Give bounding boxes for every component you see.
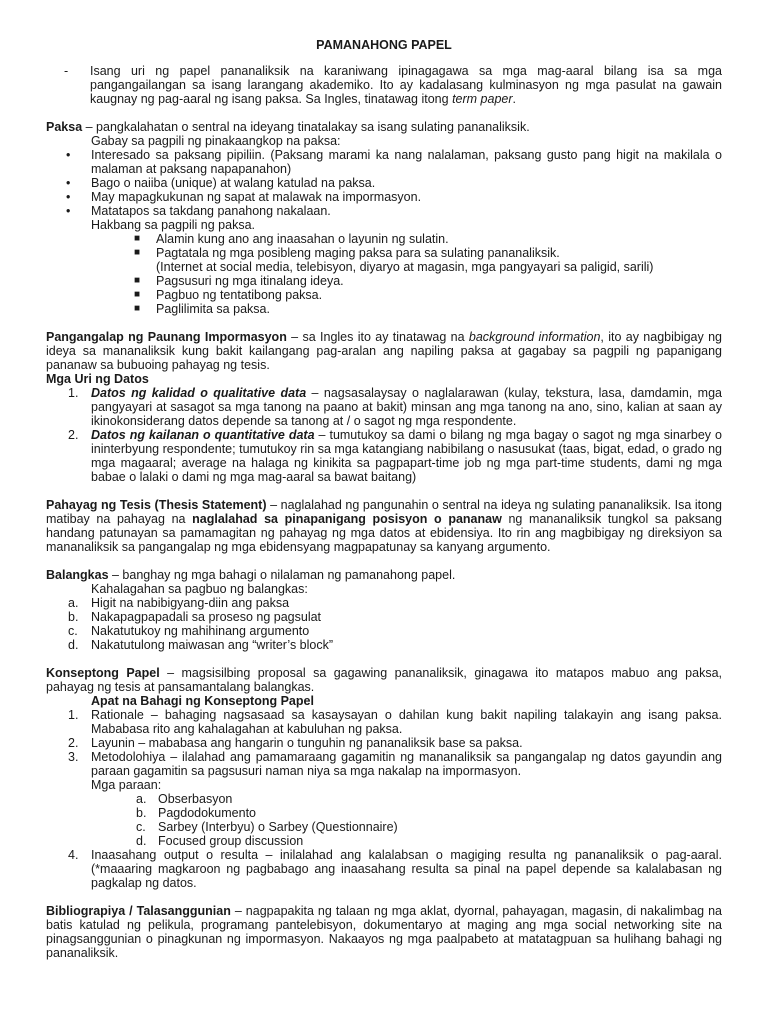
paksa-def: – pangkalahatan o sentral na ideyang tinatalakay sa isang sulating pananaliksik.	[82, 120, 530, 134]
list-item: b. Nakapagpapadali sa proseso ng pagsulat	[68, 610, 322, 624]
balangkas-label: Kahalagahan sa pagbuo ng balangkas:	[91, 582, 308, 596]
intro-term-paper: term paper	[452, 92, 513, 106]
paksa-paragraph	[46, 120, 722, 134]
intro-paragraph	[46, 64, 722, 106]
list-item: d. Focused group discussion	[136, 834, 304, 848]
list-item: 1. Rationale – bahaging nagsasaad sa kasaysayan o dahilan kung bakit napiling talakayin ang isang paksa. Mababasa rito ang kahalagahan at kabuluhan ng paksa.	[68, 708, 722, 736]
intro-text: Isang uri ng papel pananaliksik na karaniwang ipinagagawa sa mga mag-aaral bilang isa sa mga pangangailangan sa isang larangang akademiko. Ito ay kadalasang kulminasyon ng mga pasulat na gawain kaugnay ng pag-aaral ng isang paksa. Sa Ingles, tinatawag itong	[90, 64, 722, 106]
konsepto-list-cont	[46, 848, 722, 890]
list-item: ■ Alamin kung ano ang inaasahan o layunin ng sulatin.	[134, 232, 449, 246]
list-item: 2. Datos ng kailanan o quantitative data – tumutukoy sa dami o bilang ng mga bagay o sagot ng mga sinarbey o ininterbyung respondente; tumutukoy rin sa mga katangiang nabibilang o nasusukat (taas, bigat, edad, o grado ng mga magaaral; average na halaga ng kinikita sa pagpapart-time job ng mga part-time students, dami ng mga babae o lalaki o dami ng mga mag-aaral sa bawat baitang)	[68, 428, 722, 484]
paraan-list	[46, 792, 722, 848]
list-item: a. Obserbasyon	[136, 792, 233, 806]
paksa-term: Paksa	[46, 120, 83, 134]
list-item: • Bago o naiiba (unique) at walang katulad na paksa.	[66, 176, 376, 190]
biblio-paragraph: Bibliograpiya / Talasanggunian – nagpapakita ng talaan ng mga aklat, dyornal, pahayagan, magasin, di nakalimbag na batis katulad ng pelikula, programang pantelebisyon, dokumentaryo at maging ang mga social networking site na pinagsanggunian o pinagkunan ng impormasyon. Nakaayos ng mga paalpabeto at matatagpuan sa hulihang bahagi ng pananaliksik.	[46, 904, 722, 960]
page-title: PAMANAHONG PAPEL	[316, 38, 452, 52]
list-item: ■ Paglilimita sa paksa.	[134, 302, 270, 316]
tesis-term: Pahayag ng Tesis (Thesis Statement)	[46, 498, 267, 512]
list-item: 1. Datos ng kalidad o qualitative data – nagsasalaysay o naglalarawan (kulay, tekstura, lasa, damdamin, mga pangyayari at sasagot sa mga tanong na paano at bakit) minsan ang mga tanong na ano, sino, kalian at saan ay ikinokonsiderang datos depende sa tanong at / o sagot ng mga respondente.	[68, 386, 722, 428]
gabay-list	[46, 148, 722, 218]
list-item: 4. Inaasahang output o resulta – inilalahad ang kalalabsan o magiging resulta ng pananaliksik o pag-aaral. (*maaaring magkaroon ng pagbabago ang inaasahang resulta sa pinal na papel depende sa kalalabasan ng pagkalap ng datos.	[68, 848, 722, 890]
list-item: d. Nakatutulong maiwasan ang “writer’s block”	[68, 638, 334, 652]
balangkas-paragraph: Balangkas – banghay ng mga bahagi o nilalaman ng pamanahong papel.	[46, 568, 456, 582]
list-item: ■ Pagsusuri ng mga itinalang ideya.	[134, 274, 344, 288]
uri-datos-list	[46, 386, 722, 484]
list-item: c. Sarbey (Interbyu) o Sarbey (Questionnaire)	[136, 820, 398, 834]
pangangalap-term: Pangangalap ng Paunang Impormasyon	[46, 330, 287, 344]
balangkas-term: Balangkas	[46, 568, 109, 582]
hakbang-note: (Internet at social media, telebisyon, diyaryo at magasin, mga pangyayari sa paligid, sarili)	[156, 260, 654, 274]
list-item: ■ Pagtatala ng mga posibleng maging paksa para sa sulating pananaliksik. (Internet at social media, telebisyon, diyaryo at magasin, mga pangyayari sa paligid, sarili)	[134, 246, 654, 274]
list-item: c. Nakatutukoy ng mahihinang argumento	[68, 624, 310, 638]
list-item: • Interesado sa paksang pipiliin. (Paksang marami ka nang nalalaman, paksang gusto pang higit na makilala o malaman at paksang napapanahon)	[66, 148, 722, 176]
list-item: a. Higit na nabibigyang-diin ang paksa	[68, 596, 290, 610]
list-item: b. Pagdodokumento	[136, 806, 256, 820]
balangkas-list	[46, 596, 722, 652]
biblio-term: Bibliograpiya / Talasanggunian	[46, 904, 231, 918]
intro-end: .	[512, 92, 516, 106]
konsepto-paragraph: Konseptong Papel – magsisilbing proposal sa gagawing pananaliksik, ginagawa ito matapos mabuo ang paksa, pahayag ng tesis at pansamantalang balangkas.	[46, 666, 723, 694]
hakbang-label: Hakbang sa pagpili ng paksa.	[91, 218, 256, 232]
hakbang-list	[46, 232, 722, 316]
list-item: • May mapagkukunan ng sapat at malawak na impormasyon.	[66, 190, 422, 204]
tesis-paragraph: Pahayag ng Tesis (Thesis Statement) – naglalahad ng pangunahin o sentral na ideya ng sulating pananaliksik. Isa itong matibay na pahayag na naglalahad sa pinapanigang posisyon o pananaw ng mananaliksik tungkol sa paksang handang patunayan sa pamamagitan ng pahayag ng mga datos at ebidensiya. Ito rin ang magbibigay ng direksiyon sa mananaliksik sa pangangalap ng mga ebidensyang magpapatunay sa kanyang argumento.	[46, 498, 722, 554]
konsepto-heading: Apat na Bahagi ng Konseptong Papel	[91, 694, 314, 708]
konsepto-list	[46, 708, 722, 792]
list-item: 3. Metodolohiya – ilalahad ang pamamaraang gagamitin ng mananaliksik sa pangangalap ng datos gayundin ang paraan gagamitin sa pagsusuri naman niya sa mga nakalap na impormasyon. Mga paraan:	[68, 750, 722, 792]
gabay-label: Gabay sa pagpili ng pinakaangkop na paksa:	[91, 134, 341, 148]
list-item: 2. Layunin – mababasa ang hangarin o tunguhin ng pananaliksik base sa paksa.	[68, 736, 523, 750]
list-item: • Matatapos sa takdang panahong nakalaan.	[66, 204, 331, 218]
pangangalap-paragraph: Pangangalap ng Paunang Impormasyon – sa Ingles ito ay tinatawag na background information, ito ay nagbibigay ng ideya sa mananaliksik kung bakit kailangang pag-aralan ang napiling paksa at gagabay sa pagpili ng papanigang pananaw sa bubuoing pahayag ng tesis.	[46, 330, 722, 372]
konsepto-term: Konseptong Papel	[46, 666, 160, 680]
uri-datos-heading: Mga Uri ng Datos	[46, 372, 149, 386]
dash-marker: -	[64, 64, 69, 78]
paraan-label: Mga paraan:	[91, 778, 162, 792]
list-item: ■ Pagbuo ng tentatibong paksa.	[134, 288, 323, 302]
